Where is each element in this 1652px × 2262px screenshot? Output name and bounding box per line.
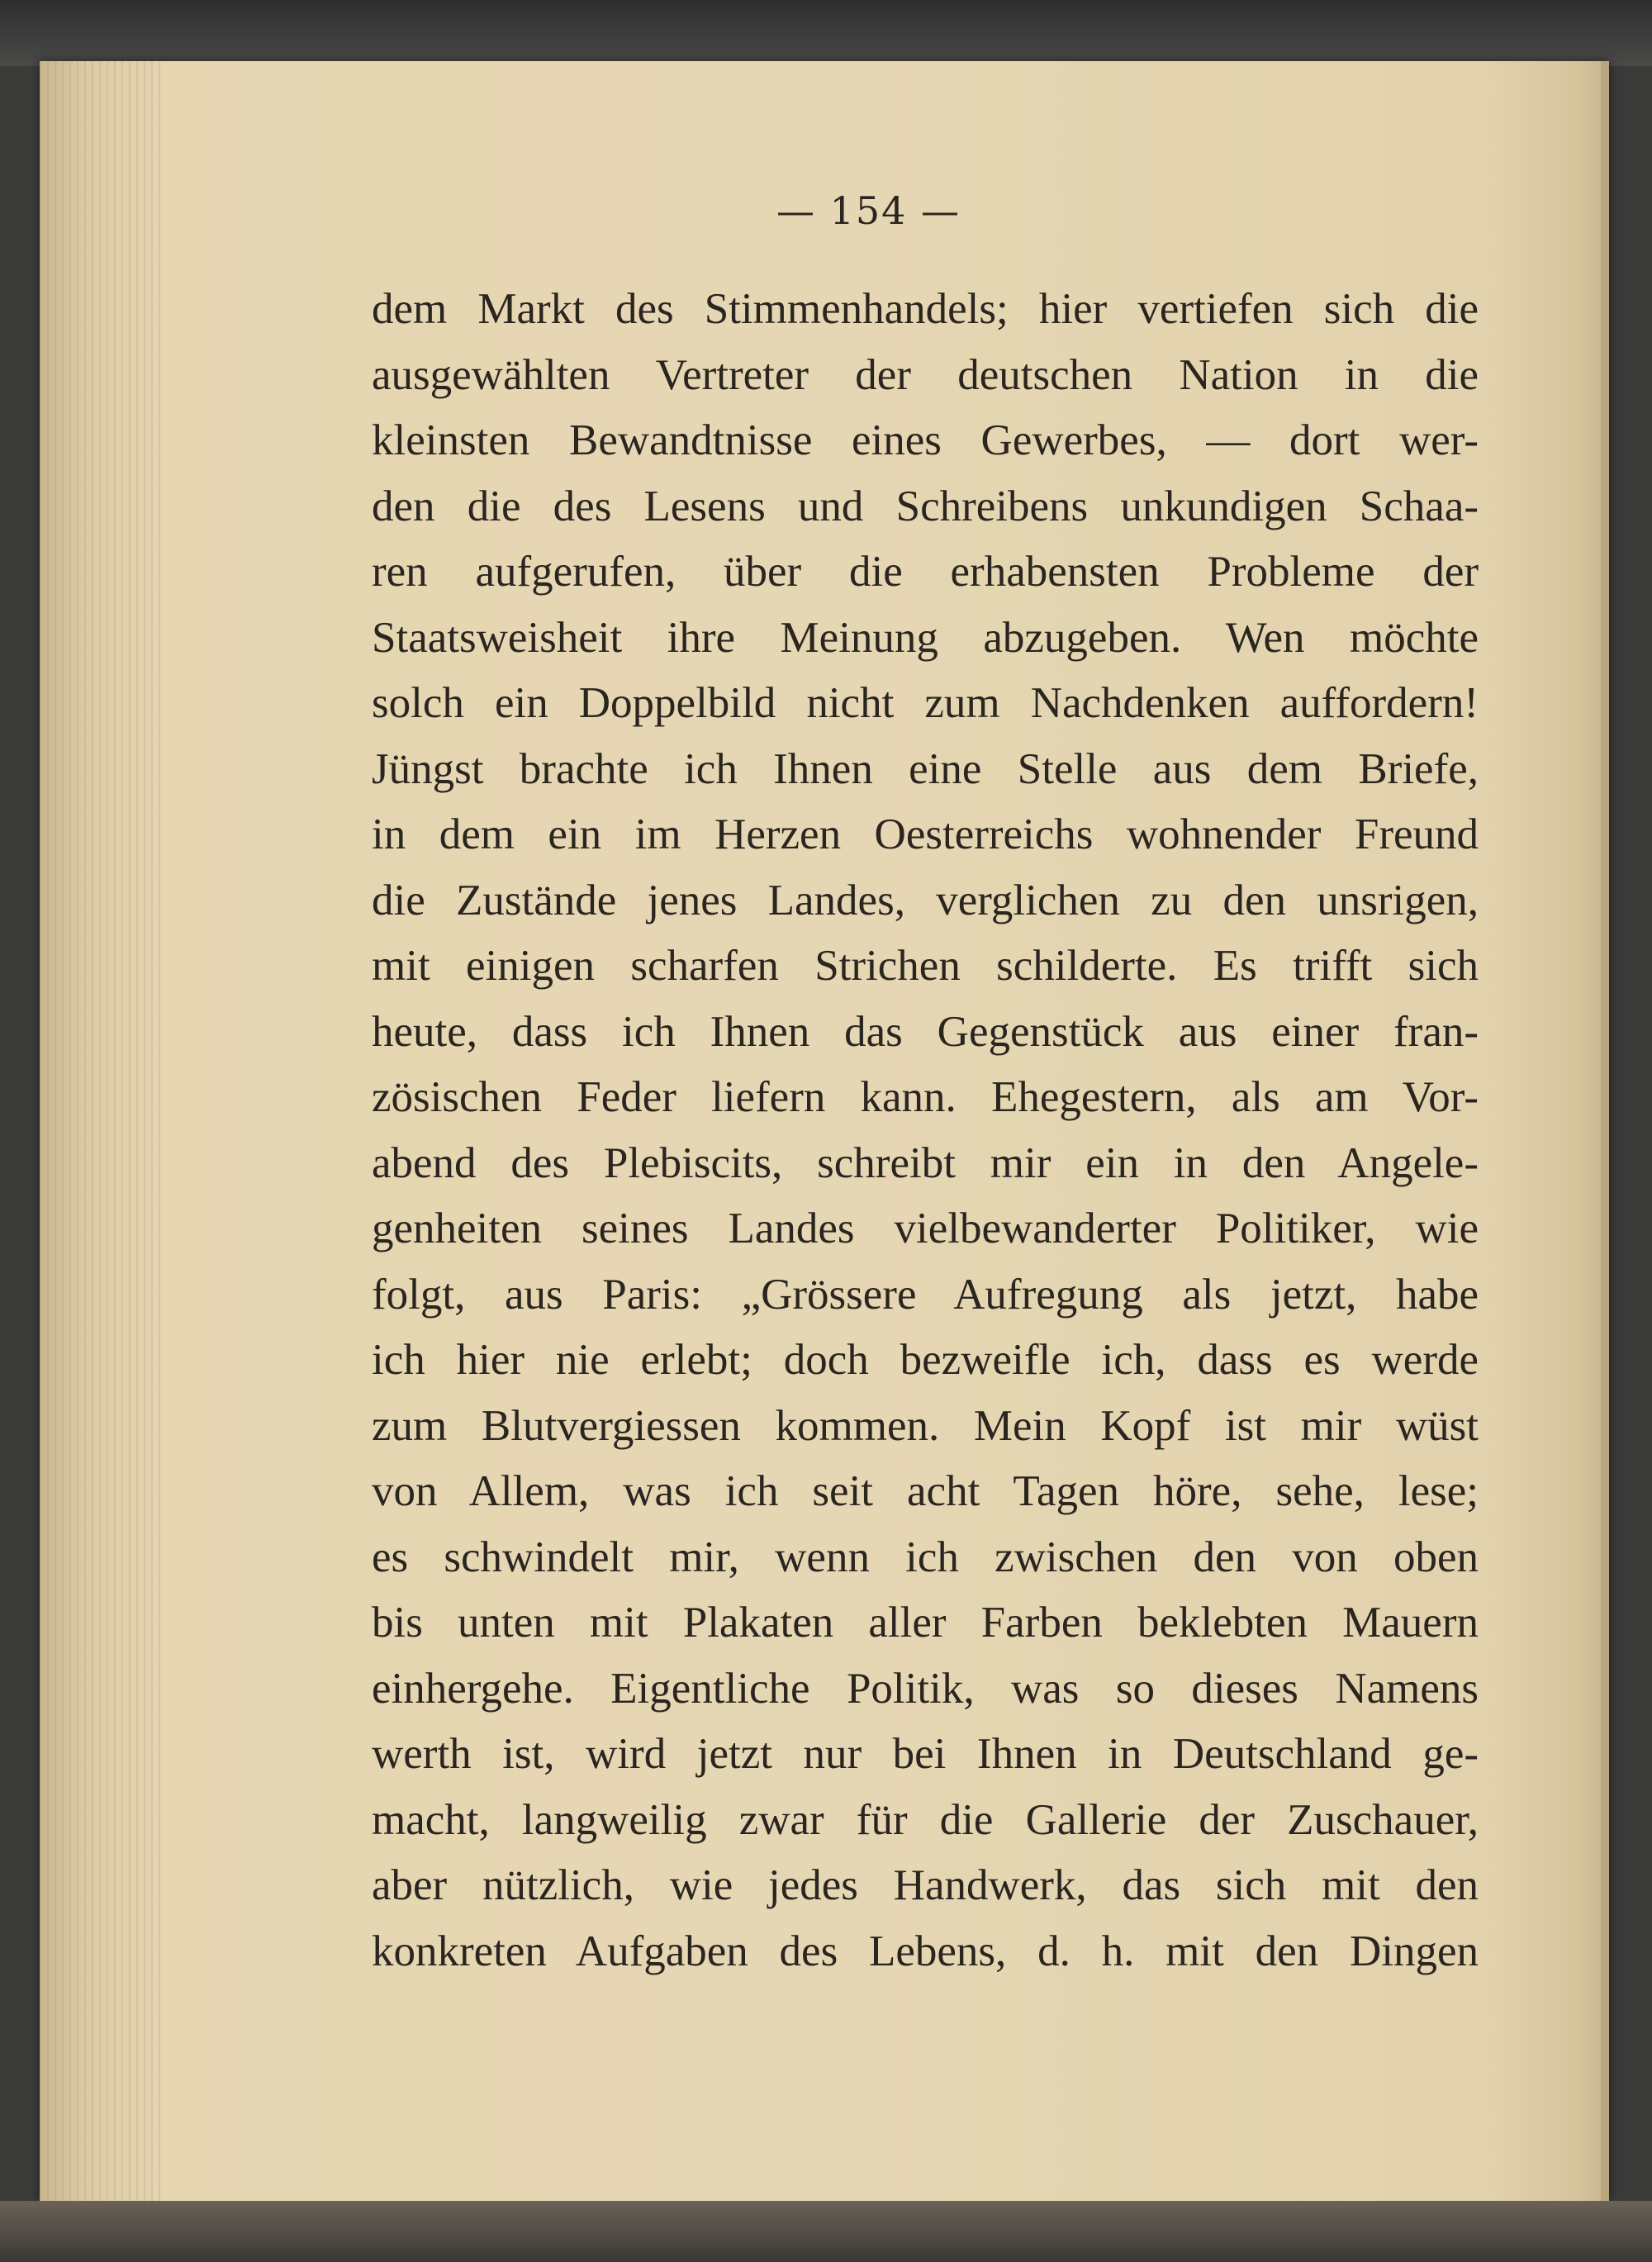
text-line: genheiten seines Landes vielbewanderter Politiker, wie xyxy=(372,1205,1479,1252)
text-line: folgt, aus Paris: „Grössere Aufregung als jetzt, habe xyxy=(372,1270,1479,1319)
text-line: einhergehe. Eigentliche Politik, was so dieses Namens xyxy=(372,1664,1479,1713)
text-line: zösischen Feder liefern kann. Ehegestern, als am Vor- xyxy=(372,1073,1479,1121)
page-edge-left xyxy=(40,61,164,2201)
text-line: ich hier nie erlebt; doch bezweifle ich, dass es werde xyxy=(372,1336,1479,1384)
text-line: werth ist, wird jetzt nur bei Ihnen in Deutschland ge- xyxy=(372,1730,1479,1778)
text-line: bis unten mit Plakaten aller Farben beklebten Mauern xyxy=(372,1599,1479,1647)
text-line: von Allem, was ich seit acht Tagen höre, sehe, lese; xyxy=(372,1467,1479,1515)
page-number: — 154 — xyxy=(776,188,961,233)
text-line: mit einigen scharfen Strichen schilderte. Es trifft sich xyxy=(372,942,1479,990)
scan-background-bottom xyxy=(0,2201,1652,2262)
text-line: zum Blutvergiessen kommen. Mein Kopf ist mir wüst xyxy=(372,1401,1479,1450)
text-line: ren aufgerufen, über die erhabensten Probleme der xyxy=(372,548,1479,596)
text-line: die Zustände jenes Landes, verglichen zu den unsrigen, xyxy=(372,876,1479,924)
text-line: Staatsweisheit ihre Meinung abzugeben. Wen möchte xyxy=(372,613,1479,662)
page-edge-right xyxy=(1601,61,1609,2201)
scan-background-top xyxy=(0,0,1652,66)
text-line: dem Markt des Stimmenhandels; hier vertiefen sich die xyxy=(372,285,1479,333)
text-line: aber nützlich, wie jedes Handwerk, das sich mit den xyxy=(372,1861,1479,1909)
text-line: heute, dass ich Ihnen das Gegenstück aus einer fran- xyxy=(372,1007,1479,1056)
text-line: Jüngst brachte ich Ihnen eine Stelle aus dem Briefe, xyxy=(372,744,1479,793)
text-line: es schwindelt mir, wenn ich zwischen den von oben xyxy=(372,1533,1479,1581)
text-line: solch ein Doppelbild nicht zum Nachdenken auffordern! xyxy=(372,679,1479,727)
text-line: abend des Plebiscits, schreibt mir ein in den Angele- xyxy=(372,1138,1479,1187)
text-line: in dem ein im Herzen Oesterreichs wohnender Freund xyxy=(372,810,1479,858)
text-line: ausgewählten Vertreter der deutschen Nation in die xyxy=(372,350,1479,399)
text-line: konkreten Aufgaben des Lebens, d. h. mit den Dingen xyxy=(372,1927,1479,1975)
text-line: kleinsten Bewandtnisse eines Gewerbes, — dort wer- xyxy=(372,416,1479,464)
body-text xyxy=(372,277,1479,1984)
text-line: macht, langweilig zwar für die Gallerie der Zuschauer, xyxy=(372,1795,1479,1844)
text-line: den die des Lesens und Schreibens unkundigen Schaa- xyxy=(372,482,1479,530)
